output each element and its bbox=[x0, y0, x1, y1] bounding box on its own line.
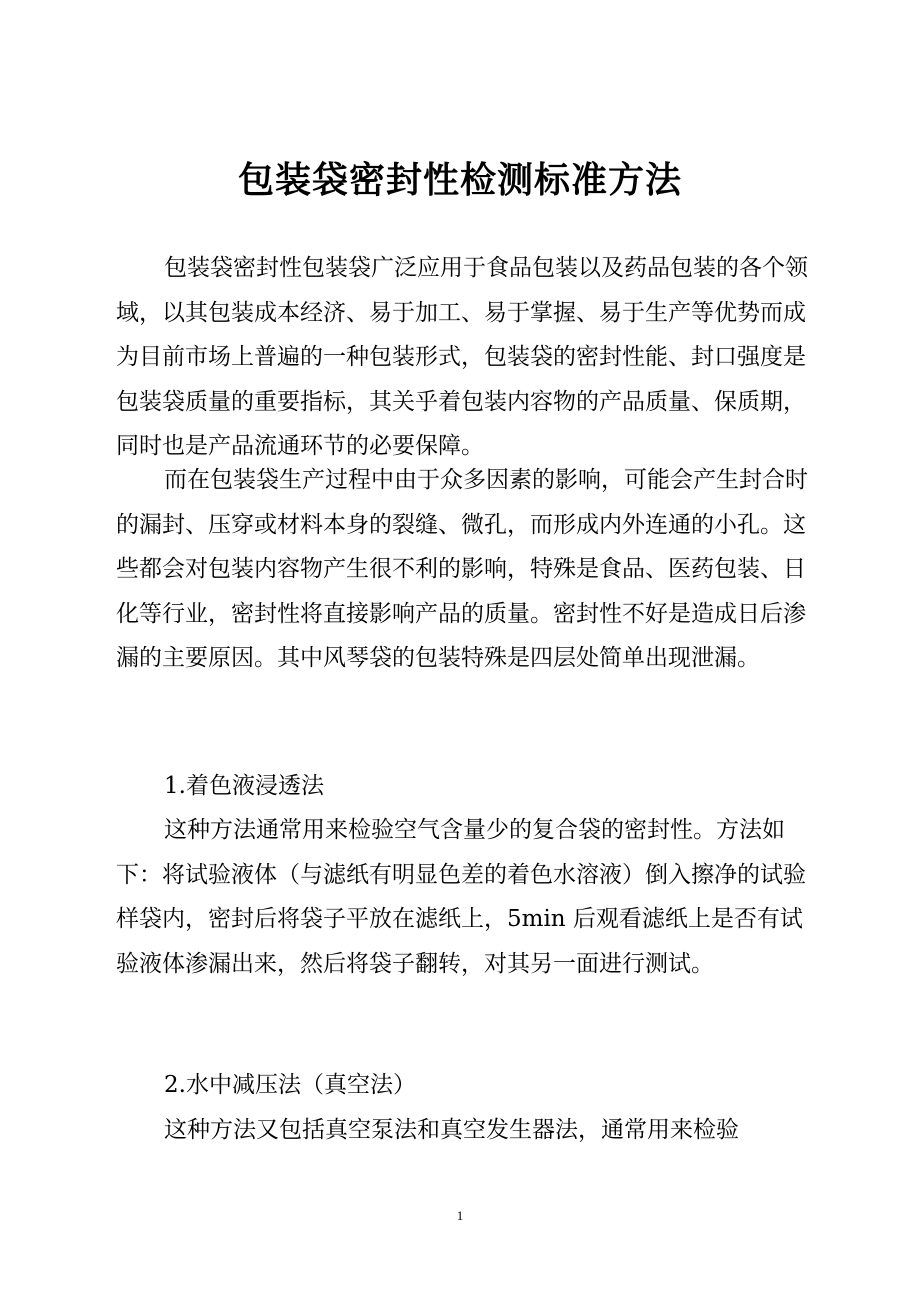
document-title: 包装袋密封性检测标准方法 bbox=[237, 159, 682, 201]
section-heading-dye-penetration: 1.着色液浸透法 bbox=[164, 773, 324, 799]
section-text-dye-penetration: 这种方法通常用来检验空气含量少的复合袋的密封性。方法如下：将试验液体（与滤纸有明显色差的着色水溶液）倒入擦净的试验样袋内，密封后将袋子平放在滤纸上，5min 后观看滤纸上是否有试验液体渗漏出来，然后将袋子翻转，对其另一面进行测试。 bbox=[116, 817, 806, 977]
factors-paragraph: 而在包装袋生产过程中由于众多因素的影响，可能会产生封合时的漏封、压穿或材料本身的裂缝、微孔，而形成内外连通的小孔。这些都会对包装内容物产生很不利的影响，特殊是食品、医药包装、日化等行业，密封性将直接影响产品的质量。密封性不好是造成日后渗漏的主要原因。其中风琴袋的包装特殊是四层处简单出现泄漏。 bbox=[116, 467, 808, 671]
page-number: 1 bbox=[456, 1208, 464, 1223]
section-text-vacuum: 这种方法又包括真空泵法和真空发生器法，通常用来检验 bbox=[164, 1117, 739, 1143]
section-heading-vacuum: 2.水中减压法（真空法） bbox=[164, 1072, 416, 1098]
intro-paragraph: 包装袋密封性包装袋广泛应用于食品包装以及药品包装的各个领域，以其包装成本经济、易于加工、易于掌握、易于生产等优势而成为目前市场上普遍的一种包装形式，包装袋的密封性能、封口强度是包装袋质量的重要指标，其关乎着包装内容物的产品质量、保质期，同时也是产品流通环节的必要保障。 bbox=[116, 255, 808, 459]
